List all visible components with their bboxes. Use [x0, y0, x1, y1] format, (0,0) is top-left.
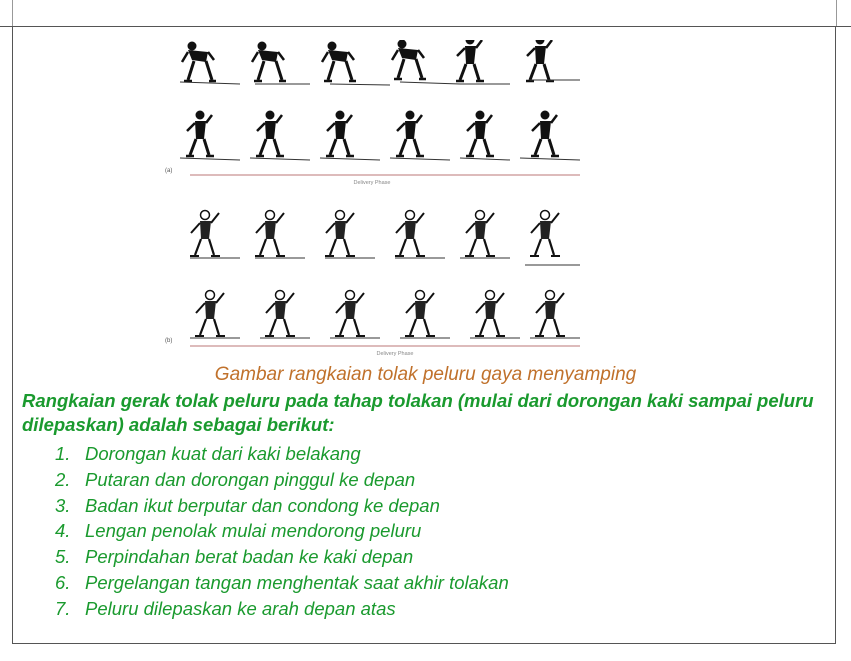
panel-b-label: (b) [165, 338, 173, 344]
step-text: Peluru dilepaskan ke arah depan atas [85, 597, 396, 619]
list-item [55, 518, 509, 544]
step-text: Pergelangan tangan menghentak saat akhir tolakan [85, 571, 509, 593]
step-text: Putaran dan dorongan pinggul ke depan [85, 468, 416, 490]
list-item [55, 493, 509, 519]
list-item [55, 596, 509, 622]
phase-label-a: Delivery Phase [353, 180, 391, 186]
list-item [55, 544, 509, 570]
list-item [55, 441, 509, 467]
step-number: 1. [55, 443, 71, 464]
step-text: Perpindahan berat badan ke kaki depan [85, 546, 414, 568]
panel-a-row-2 [180, 111, 580, 161]
step-number: 5. [55, 546, 71, 568]
page-edge-right-tick [836, 0, 837, 26]
panel-b-row-2 [190, 291, 580, 339]
step-text: Badan ikut berputar dan condong ke depan [85, 494, 440, 516]
list-item [55, 467, 509, 493]
step-text: Lengan penolak mulai mendorong peluru [85, 520, 422, 542]
figure-caption: Gambar rangkaian tolak peluru gaya menyamping [214, 364, 637, 385]
panel-a-label: (a) [165, 168, 173, 174]
step-number: 7. [55, 597, 71, 619]
step-number: 4. [55, 520, 71, 542]
list-item [55, 570, 509, 596]
shot-put-sequence-figure [160, 40, 585, 362]
step-number: 3. [55, 494, 71, 516]
page-edge-left-tick [12, 0, 13, 26]
step-number: 2. [55, 468, 71, 490]
steps-list [55, 441, 509, 622]
step-number: 6. [55, 571, 71, 593]
panel-a-row-1 [180, 40, 580, 85]
step-text: Dorongan kuat dari kaki belakang [85, 443, 361, 464]
panel-b-row-1 [190, 211, 580, 266]
intro-heading: Rangkaian gerak tolak peluru pada tahap tolakan (mulai dari dorongan kaki sampai peluru dilepaskan) adalah sebagai berikut: [22, 390, 814, 435]
phase-label-b: Delivery Phase [376, 351, 414, 357]
